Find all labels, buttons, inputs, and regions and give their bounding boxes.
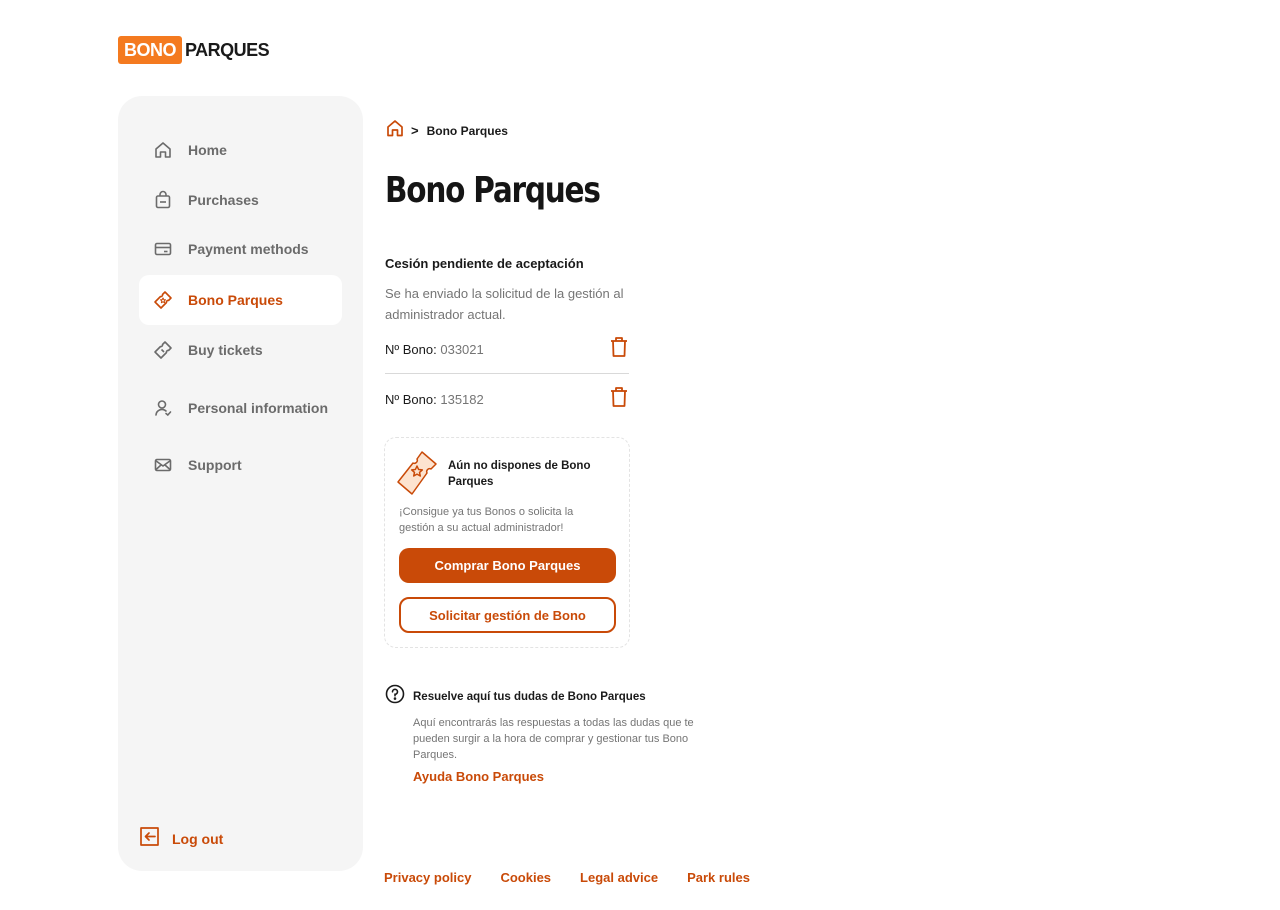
- card-title: Aún no dispones de Bono Parques: [448, 460, 591, 488]
- sidebar-item-label: Personal information: [188, 400, 329, 416]
- page-title: Bono Parques: [385, 170, 600, 211]
- sidebar-item-label: Home: [188, 142, 227, 158]
- trash-icon[interactable]: [609, 336, 629, 363]
- breadcrumb-current: Bono Parques: [426, 123, 508, 138]
- logo-box: BONO: [118, 36, 182, 64]
- bono-number: 135182: [440, 391, 484, 407]
- sidebar: [118, 96, 363, 871]
- ticket-star-icon: [153, 290, 173, 310]
- bono-row: [385, 379, 629, 419]
- sidebar-item-purchases[interactable]: [139, 175, 342, 225]
- pending-title: Cesión pendiente de aceptación: [385, 256, 584, 271]
- mail-icon: [153, 455, 173, 475]
- help-description: Aquí encontrarás las respuestas a todas las dudas que te pueden surgir a la hora de comprar y gestionar tus Bono Parques.: [413, 717, 694, 761]
- buy-bono-button[interactable]: Comprar Bono Parques: [399, 548, 616, 583]
- footer-link-privacy[interactable]: Privacy policy: [384, 870, 472, 885]
- trash-icon[interactable]: [609, 386, 629, 413]
- sidebar-item-personal-information[interactable]: [139, 383, 342, 433]
- request-management-button[interactable]: Solicitar gestión de Bono: [399, 597, 616, 633]
- card-description: ¡Consigue ya tus Bonos o solicita la gestión a su actual administrador!: [399, 506, 574, 534]
- help-header: [385, 684, 723, 709]
- help-section: [385, 684, 723, 786]
- bono-divider: [385, 373, 629, 374]
- credit-card-icon: [153, 239, 173, 259]
- bono-text: [385, 392, 484, 407]
- help-link[interactable]: Ayuda Bono Parques: [413, 769, 544, 784]
- user-icon: [153, 398, 173, 418]
- bono-number: 033021: [440, 341, 484, 357]
- sidebar-item-label: Buy tickets: [188, 342, 263, 358]
- ticket-icon: [153, 340, 173, 360]
- logout-label: Log out: [172, 831, 224, 847]
- sidebar-item-label: Purchases: [188, 192, 259, 208]
- logout-button[interactable]: [139, 826, 223, 852]
- logo[interactable]: [118, 36, 269, 64]
- footer-link-cookies[interactable]: Cookies: [500, 870, 552, 885]
- bono-text: [385, 342, 484, 357]
- question-icon: [385, 684, 405, 709]
- home-icon: [153, 140, 173, 160]
- card-header: [396, 450, 598, 501]
- ticket-star-icon: [396, 450, 438, 501]
- sidebar-item-home[interactable]: [139, 125, 342, 175]
- shopping-bag-icon: [153, 190, 173, 210]
- help-title: Resuelve aquí tus dudas de Bono Parques: [413, 690, 646, 703]
- bono-label: Nº Bono:: [385, 341, 437, 357]
- home-icon[interactable]: [385, 118, 405, 143]
- sidebar-item-buy-tickets[interactable]: [139, 325, 342, 375]
- sidebar-item-support[interactable]: [139, 440, 342, 490]
- footer-link-park-rules[interactable]: Park rules: [687, 870, 750, 885]
- sidebar-item-label: Support: [188, 457, 242, 473]
- sidebar-item-label: Payment methods: [188, 241, 309, 257]
- footer-link-legal[interactable]: Legal advice: [580, 870, 659, 885]
- sidebar-item-payment-methods[interactable]: [139, 224, 342, 274]
- bono-row: [385, 329, 629, 369]
- pending-description: Se ha enviado la solicitud de la gestión al administrador actual.: [385, 286, 624, 322]
- breadcrumb: [385, 118, 508, 143]
- logo-text: PARQUES: [185, 39, 270, 60]
- no-bono-card: [384, 437, 630, 648]
- breadcrumb-separator: >: [411, 123, 419, 138]
- logout-icon: [139, 826, 160, 852]
- sidebar-item-label: Bono Parques: [188, 292, 283, 308]
- sidebar-item-bono-parques[interactable]: [139, 275, 342, 325]
- footer: [384, 870, 779, 885]
- bono-label: Nº Bono:: [385, 391, 437, 407]
